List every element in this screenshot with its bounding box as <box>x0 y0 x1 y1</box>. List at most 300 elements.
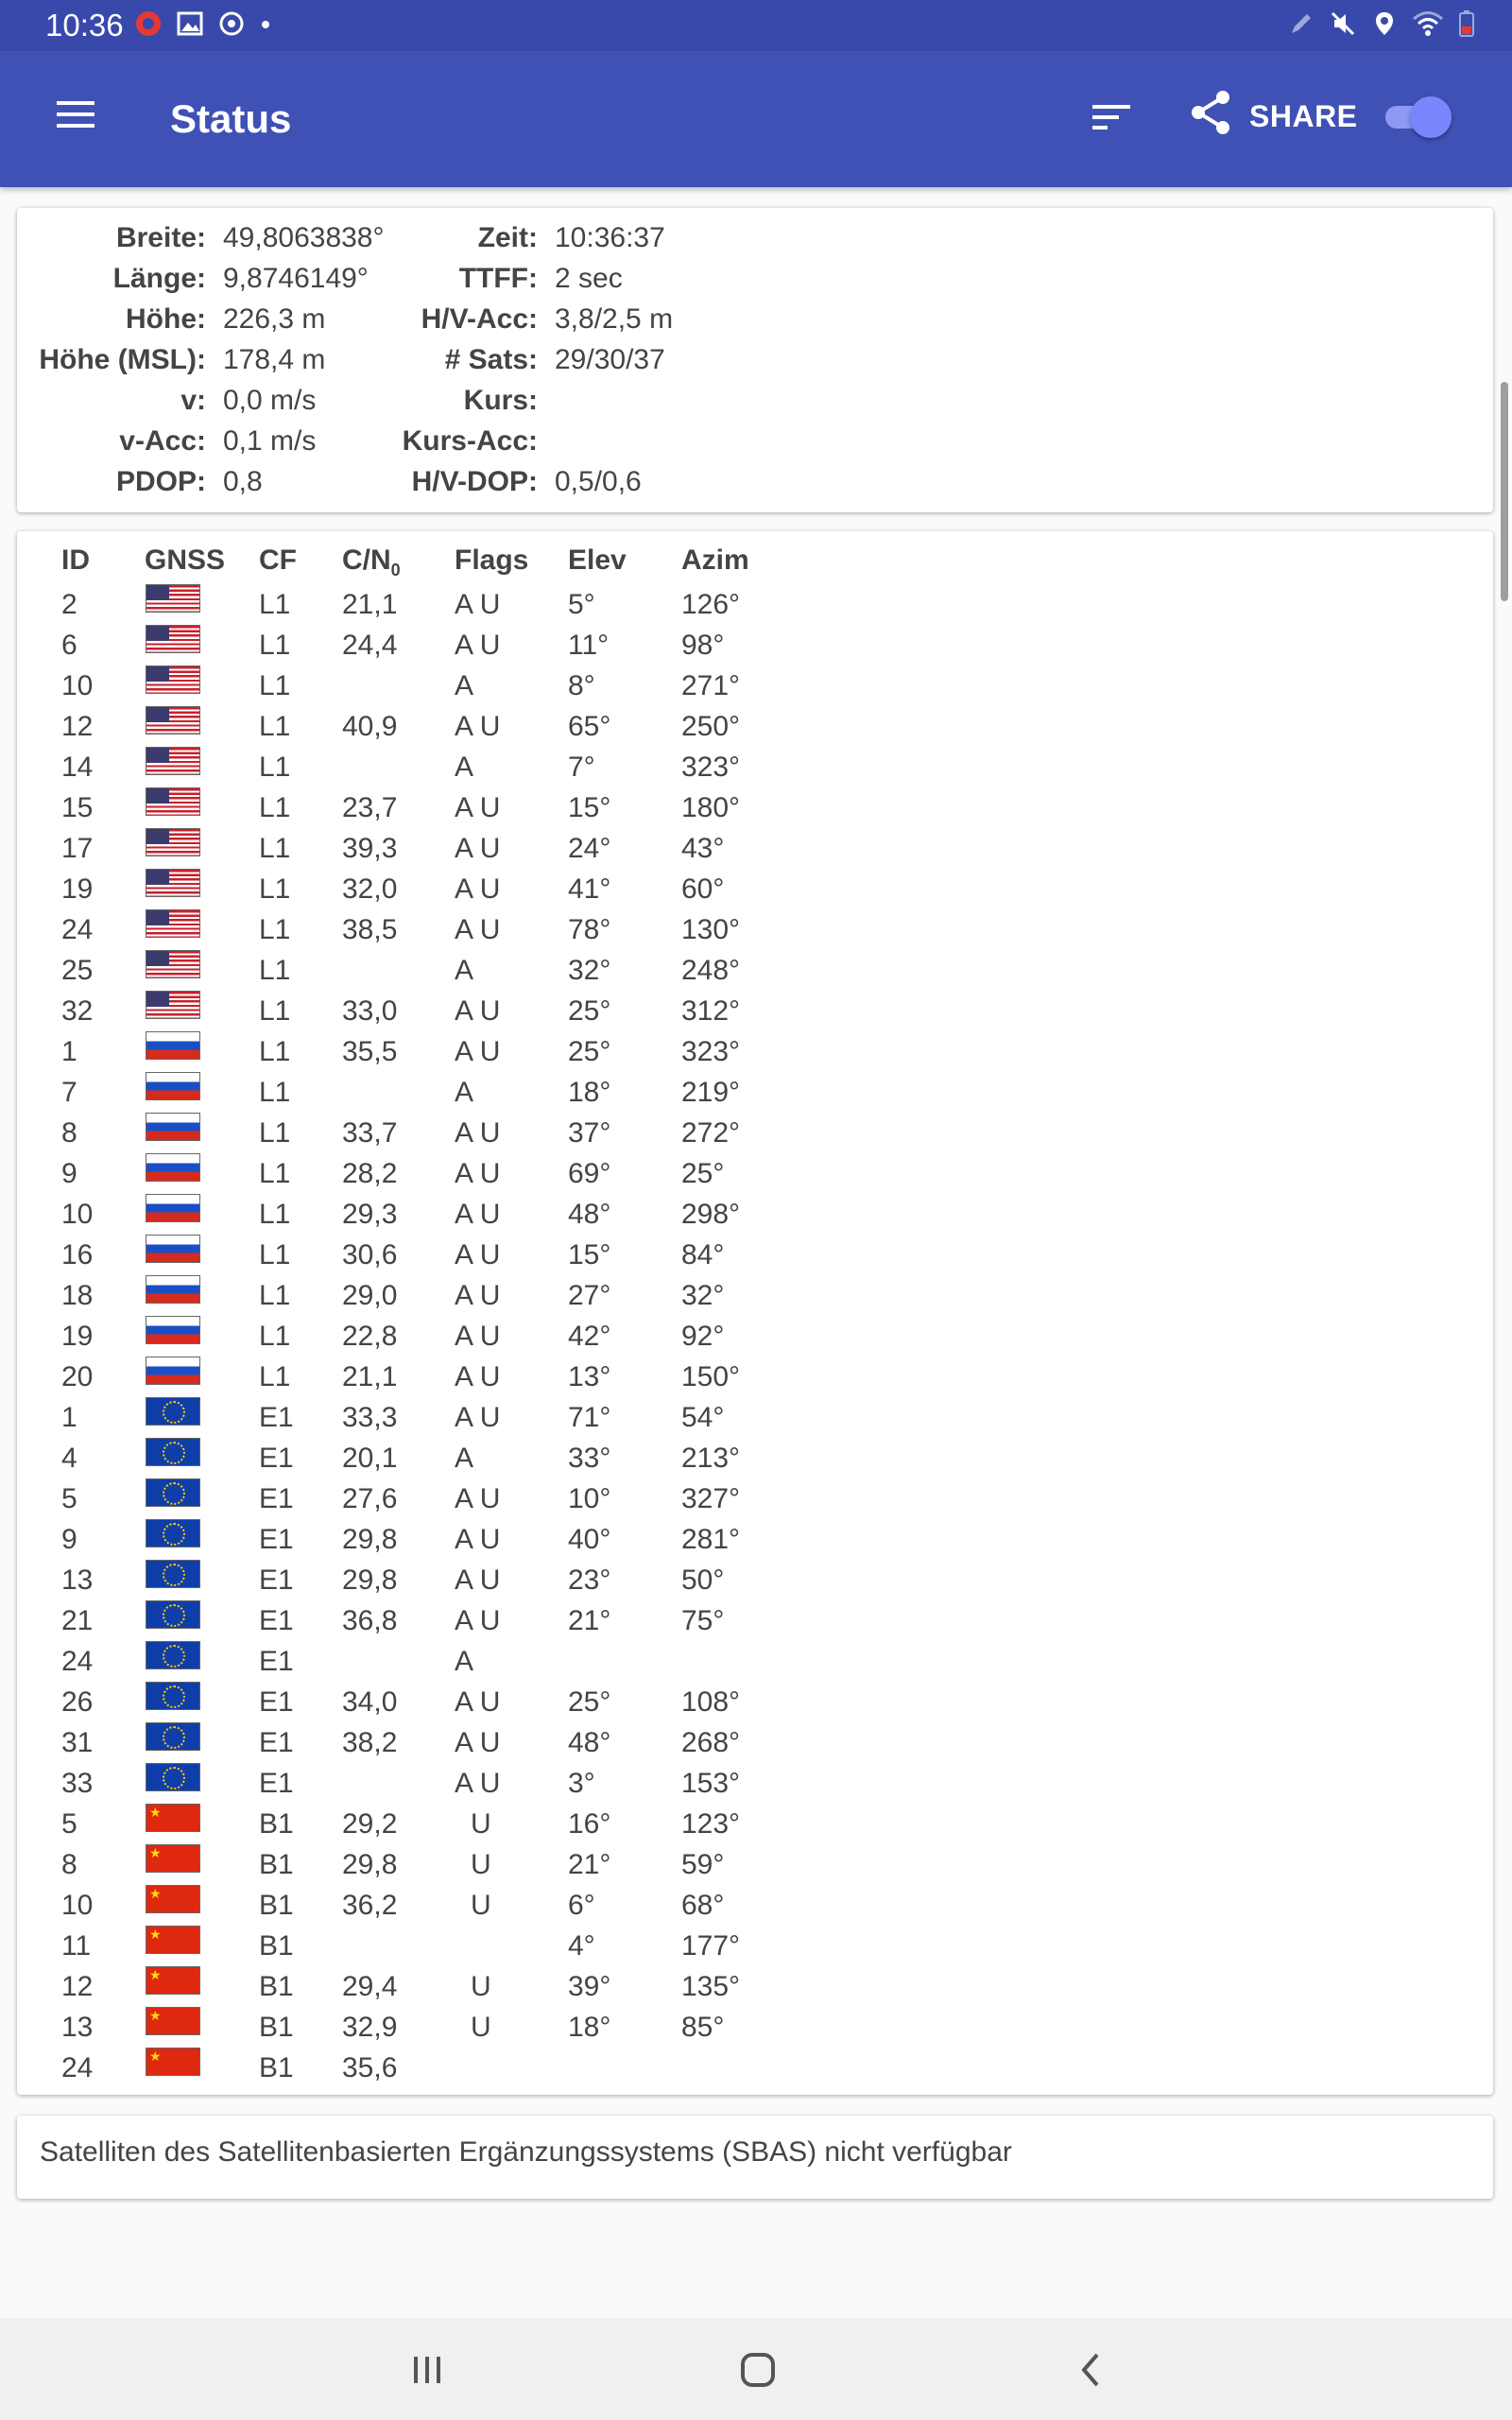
pen-icon <box>1287 9 1315 43</box>
sat-cn0: 32,0 <box>342 873 398 905</box>
sat-cn0: 28,2 <box>342 1158 398 1189</box>
sat-cn0: 23,7 <box>342 792 398 823</box>
sat-id: 31 <box>61 1727 94 1758</box>
sat-carrier-freq: L1 <box>259 752 291 783</box>
sat-carrier-freq: L1 <box>259 1158 291 1189</box>
sat-azimuth: 271° <box>681 670 741 701</box>
sat-cn0: 40,9 <box>342 711 398 742</box>
sat-elevation: 8° <box>568 670 595 701</box>
sat-azimuth: 54° <box>681 1402 725 1433</box>
home-icon[interactable] <box>734 2346 782 2394</box>
info-value: 178,4 m <box>223 344 326 375</box>
sat-flags: A U <box>455 711 501 742</box>
sat-azimuth: 219° <box>681 1077 741 1108</box>
table-row <box>17 1397 1493 1438</box>
sat-flags: A U <box>455 1117 501 1149</box>
sat-flags: A U <box>455 1768 501 1799</box>
sat-id: 19 <box>61 1321 94 1352</box>
sat-carrier-freq: L1 <box>259 792 291 823</box>
sat-azimuth: 213° <box>681 1443 741 1474</box>
usa-flag-icon <box>146 747 200 775</box>
sat-cn0: 30,6 <box>342 1239 398 1270</box>
back-icon[interactable] <box>1068 2346 1115 2394</box>
info-label: Breite: <box>115 222 206 253</box>
eu-flag-icon <box>146 1722 200 1751</box>
system-navigation-bar <box>0 2318 1512 2420</box>
sat-flags: A <box>455 1077 474 1108</box>
sat-azimuth: 123° <box>681 1808 741 1840</box>
sat-elevation: 37° <box>568 1117 611 1149</box>
sat-azimuth: 59° <box>681 1849 725 1880</box>
sat-id: 1 <box>61 1402 77 1433</box>
sat-cn0: 22,8 <box>342 1321 398 1352</box>
sat-id: 10 <box>61 1890 94 1921</box>
sat-azimuth: 92° <box>681 1321 725 1352</box>
sat-cn0: 36,8 <box>342 1605 398 1636</box>
info-value: 3,8/2,5 m <box>555 303 674 335</box>
sat-flags: U <box>471 1890 491 1921</box>
sat-azimuth: 98° <box>681 630 725 661</box>
location-icon <box>1370 9 1399 43</box>
table-row <box>17 1682 1493 1722</box>
table-row <box>17 1804 1493 1844</box>
sat-azimuth: 135° <box>681 1971 741 2002</box>
sat-id: 24 <box>61 2052 94 2083</box>
sat-elevation: 48° <box>568 1727 611 1758</box>
header-flags: Flags <box>455 544 529 576</box>
sat-azimuth: 32° <box>681 1280 725 1311</box>
eu-flag-icon <box>146 1641 200 1669</box>
usa-flag-icon <box>146 909 200 938</box>
sat-azimuth: 68° <box>681 1890 725 1921</box>
table-row <box>17 1763 1493 1804</box>
sat-carrier-freq: B1 <box>259 1930 294 1962</box>
sync-icon <box>217 9 246 43</box>
info-value: 0,5/0,6 <box>555 466 642 497</box>
sat-flags: A <box>455 670 474 701</box>
sat-flags: A <box>455 1646 474 1677</box>
table-row <box>17 666 1493 706</box>
table-row <box>17 1113 1493 1153</box>
header-elev: Elev <box>568 544 627 576</box>
sat-azimuth: 248° <box>681 955 741 986</box>
sat-cn0: 24,4 <box>342 630 398 661</box>
table-row <box>17 2007 1493 2048</box>
table-row <box>17 706 1493 747</box>
eu-flag-icon <box>146 1763 200 1791</box>
sat-flags: A U <box>455 1199 501 1230</box>
china-flag-icon <box>146 2048 200 2076</box>
sat-id: 32 <box>61 995 94 1027</box>
sat-carrier-freq: L1 <box>259 711 291 742</box>
table-row <box>17 1600 1493 1641</box>
eu-flag-icon <box>146 1397 200 1426</box>
table-row <box>17 1031 1493 1072</box>
sat-cn0: 39,3 <box>342 833 398 864</box>
gps-toggle-switch[interactable] <box>1382 91 1457 142</box>
sat-id: 12 <box>61 1971 94 2002</box>
sat-carrier-freq: L1 <box>259 670 291 701</box>
sat-flags: A U <box>455 792 501 823</box>
sat-id: 18 <box>61 1280 94 1311</box>
sat-id: 17 <box>61 833 94 864</box>
table-row <box>17 1357 1493 1397</box>
sat-cn0: 33,3 <box>342 1402 398 1433</box>
sat-flags: U <box>471 2012 491 2043</box>
sat-cn0: 36,2 <box>342 1890 398 1921</box>
russia-flag-icon <box>146 1113 200 1141</box>
usa-flag-icon <box>146 828 200 856</box>
sat-cn0: 21,1 <box>342 589 398 620</box>
sat-flags: A U <box>455 1158 501 1189</box>
eu-flag-icon <box>146 1478 200 1507</box>
sat-elevation: 16° <box>568 1808 611 1840</box>
sat-carrier-freq: E1 <box>259 1402 294 1433</box>
header-azim: Azim <box>681 544 749 576</box>
sat-flags: A <box>455 1443 474 1474</box>
usa-flag-icon <box>146 869 200 897</box>
sat-cn0: 29,4 <box>342 1971 398 2002</box>
sort-icon[interactable] <box>1087 93 1136 142</box>
sat-carrier-freq: B1 <box>259 1808 294 1840</box>
info-label: H/V-DOP: <box>411 466 538 497</box>
sat-flags: A U <box>455 1036 501 1067</box>
sat-id: 13 <box>61 1564 94 1596</box>
sat-azimuth: 312° <box>681 995 741 1027</box>
app-notification-icon <box>134 9 163 43</box>
eu-flag-icon <box>146 1438 200 1466</box>
sat-carrier-freq: L1 <box>259 1077 291 1108</box>
info-value: 9,8746149° <box>223 263 369 294</box>
sat-flags: A U <box>455 589 501 620</box>
table-row <box>17 1844 1493 1885</box>
header-cn0: $C/N_0$ <box>342 544 401 579</box>
sat-carrier-freq: E1 <box>259 1524 294 1555</box>
sat-id: 24 <box>61 914 94 945</box>
sat-elevation: 11° <box>568 630 610 661</box>
sat-elevation: 21° <box>568 1605 611 1636</box>
header-id: ID <box>61 544 90 576</box>
table-row <box>17 1885 1493 1926</box>
info-label: v-Acc: <box>119 425 206 457</box>
sat-cn0: 33,0 <box>342 995 398 1027</box>
sat-elevation: 32° <box>568 955 611 986</box>
sat-azimuth: 177° <box>681 1930 741 1962</box>
china-flag-icon <box>146 1804 200 1832</box>
sbas-message: Satelliten des Satellitenbasierten Ergänzungssystems (SBAS) nicht verfügbar <box>40 2136 1012 2168</box>
sat-azimuth: 268° <box>681 1727 741 1758</box>
sat-id: 13 <box>61 2012 94 2043</box>
sat-flags: A U <box>455 833 501 864</box>
sat-cn0: 29,3 <box>342 1199 398 1230</box>
position-info-card <box>17 208 1493 512</box>
sat-carrier-freq: E1 <box>259 1727 294 1758</box>
menu-icon[interactable] <box>53 93 98 138</box>
info-row <box>17 380 1493 421</box>
sat-azimuth: 85° <box>681 2012 725 2043</box>
sat-carrier-freq: E1 <box>259 1768 294 1799</box>
sat-cn0: 38,5 <box>342 914 398 945</box>
sat-id: 25 <box>61 955 94 986</box>
info-label: # Sats: <box>444 344 538 375</box>
sat-azimuth: 130° <box>681 914 741 945</box>
info-label: Kurs: <box>463 385 538 416</box>
sat-azimuth: 50° <box>681 1564 725 1596</box>
sat-carrier-freq: L1 <box>259 1361 291 1392</box>
sat-flags: A <box>455 752 474 783</box>
russia-flag-icon <box>146 1316 200 1344</box>
sat-id: 24 <box>61 1646 94 1677</box>
info-row <box>17 461 1493 502</box>
info-value: 29/30/37 <box>555 344 665 375</box>
sat-carrier-freq: L1 <box>259 1199 291 1230</box>
table-row <box>17 1235 1493 1275</box>
sat-cn0: 27,6 <box>342 1483 398 1514</box>
sat-flags: U <box>471 1971 491 2002</box>
sat-carrier-freq: E1 <box>259 1443 294 1474</box>
sat-carrier-freq: B1 <box>259 1890 294 1921</box>
usa-flag-icon <box>146 950 200 978</box>
clock: 10:36 <box>45 8 124 43</box>
sat-flags: U <box>471 1849 491 1880</box>
sat-id: 4 <box>61 1443 77 1474</box>
info-value: 49,8063838° <box>223 222 385 253</box>
russia-flag-icon <box>146 1357 200 1385</box>
sat-elevation: 41° <box>568 873 611 905</box>
sat-id: 2 <box>61 589 77 620</box>
usa-flag-icon <box>146 584 200 613</box>
sat-carrier-freq: L1 <box>259 833 291 864</box>
info-value: 0,0 m/s <box>223 385 317 416</box>
table-row <box>17 869 1493 909</box>
info-value: 0,8 <box>223 466 263 497</box>
sat-id: 11 <box>61 1930 92 1962</box>
table-row <box>17 1194 1493 1235</box>
sat-id: 16 <box>61 1239 94 1270</box>
sat-elevation: 33° <box>568 1443 611 1474</box>
sat-carrier-freq: L1 <box>259 1280 291 1311</box>
sat-elevation: 25° <box>568 1036 611 1067</box>
table-row <box>17 1519 1493 1560</box>
sat-cn0: 38,2 <box>342 1727 398 1758</box>
info-row <box>17 421 1493 461</box>
sat-azimuth: 327° <box>681 1483 741 1514</box>
sat-cn0: 33,7 <box>342 1117 398 1149</box>
info-label: Höhe (MSL): <box>39 344 206 375</box>
sat-azimuth: 180° <box>681 792 741 823</box>
sat-id: 5 <box>61 1483 77 1514</box>
table-row <box>17 1560 1493 1600</box>
info-label: PDOP: <box>115 466 206 497</box>
info-label: v: <box>180 385 206 416</box>
sat-elevation: 78° <box>568 914 611 945</box>
sat-id: 5 <box>61 1808 77 1840</box>
eu-flag-icon <box>146 1682 200 1710</box>
more-notifications-dot-icon <box>259 9 272 43</box>
recent-apps-icon[interactable] <box>404 2346 451 2394</box>
info-label: Höhe: <box>126 303 206 335</box>
table-row <box>17 1722 1493 1763</box>
info-row <box>17 339 1493 380</box>
sat-elevation: 42° <box>568 1321 611 1352</box>
table-row <box>17 1072 1493 1113</box>
sat-cn0: 32,9 <box>342 2012 398 2043</box>
scrollbar[interactable] <box>1501 382 1508 601</box>
sat-elevation: 40° <box>568 1524 611 1555</box>
russia-flag-icon <box>146 1153 200 1182</box>
sat-cn0: 21,1 <box>342 1361 398 1392</box>
info-label: Zeit: <box>477 222 538 253</box>
table-row <box>17 1478 1493 1519</box>
table-row <box>17 1641 1493 1682</box>
satellite-table-card <box>17 531 1493 2095</box>
sat-elevation: 71° <box>568 1402 611 1433</box>
sat-azimuth: 150° <box>681 1361 741 1392</box>
sat-id: 6 <box>61 630 77 661</box>
sat-id: 8 <box>61 1849 77 1880</box>
sat-flags: A <box>455 955 474 986</box>
sat-carrier-freq: L1 <box>259 1117 291 1149</box>
info-value: 2 sec <box>555 263 623 294</box>
sat-azimuth: 281° <box>681 1524 741 1555</box>
china-flag-icon <box>146 1885 200 1913</box>
sat-elevation: 5° <box>568 589 595 620</box>
mute-icon <box>1329 9 1357 43</box>
sat-carrier-freq: L1 <box>259 1321 291 1352</box>
table-row <box>17 991 1493 1031</box>
sat-cn0: 20,1 <box>342 1443 398 1474</box>
russia-flag-icon <box>146 1194 200 1222</box>
sat-flags: A U <box>455 873 501 905</box>
sat-cn0: 29,0 <box>342 1280 398 1311</box>
sat-flags: A U <box>455 630 501 661</box>
sat-cn0: 29,8 <box>342 1849 398 1880</box>
sat-carrier-freq: L1 <box>259 914 291 945</box>
usa-flag-icon <box>146 991 200 1019</box>
sat-id: 33 <box>61 1768 94 1799</box>
info-label: Kurs-Acc: <box>402 425 538 457</box>
sat-elevation: 24° <box>568 833 611 864</box>
sat-id: 12 <box>61 711 94 742</box>
sat-elevation: 18° <box>568 1077 611 1108</box>
russia-flag-icon <box>146 1072 200 1100</box>
sat-elevation: 6° <box>568 1890 595 1921</box>
sat-cn0: 29,8 <box>342 1524 398 1555</box>
info-label: TTFF: <box>458 263 538 294</box>
table-row <box>17 1438 1493 1478</box>
sat-carrier-freq: E1 <box>259 1605 294 1636</box>
sat-azimuth: 323° <box>681 1036 741 1067</box>
sat-carrier-freq: B1 <box>259 1971 294 2002</box>
table-row <box>17 1275 1493 1316</box>
table-row <box>17 2048 1493 2088</box>
table-row <box>17 828 1493 869</box>
battery-icon <box>1457 9 1476 43</box>
info-label: Länge: <box>112 263 206 294</box>
sat-id: 9 <box>61 1158 77 1189</box>
sat-elevation: 69° <box>568 1158 611 1189</box>
sat-carrier-freq: E1 <box>259 1646 294 1677</box>
sbas-status-card <box>17 2116 1493 2199</box>
table-row <box>17 1926 1493 1966</box>
sat-carrier-freq: E1 <box>259 1686 294 1718</box>
sat-azimuth: 153° <box>681 1768 741 1799</box>
share-button[interactable] <box>1185 83 1358 149</box>
sat-id: 7 <box>61 1077 77 1108</box>
table-row <box>17 909 1493 950</box>
sat-elevation: 7° <box>568 752 595 783</box>
sat-id: 21 <box>61 1605 94 1636</box>
usa-flag-icon <box>146 666 200 694</box>
sat-flags: U <box>471 1808 491 1840</box>
table-row <box>17 625 1493 666</box>
sat-id: 9 <box>61 1524 77 1555</box>
header-cf: CF <box>259 544 297 576</box>
table-row <box>17 1316 1493 1357</box>
sat-flags: A U <box>455 1361 501 1392</box>
sat-elevation: 25° <box>568 1686 611 1718</box>
sat-carrier-freq: E1 <box>259 1564 294 1596</box>
sat-elevation: 65° <box>568 711 611 742</box>
info-value: 10:36:37 <box>555 222 665 253</box>
table-row <box>17 1153 1493 1194</box>
info-label: H/V-Acc: <box>421 303 538 335</box>
sat-cn0: 34,0 <box>342 1686 398 1718</box>
info-row <box>17 217 1493 258</box>
sat-flags: A U <box>455 1524 501 1555</box>
sat-cn0: 29,2 <box>342 1808 398 1840</box>
sat-carrier-freq: L1 <box>259 1036 291 1067</box>
system-status-bar <box>0 0 1512 51</box>
sat-id: 19 <box>61 873 94 905</box>
share-label: SHARE <box>1249 98 1358 133</box>
sat-cn0: 35,6 <box>342 2052 398 2083</box>
sat-carrier-freq: L1 <box>259 873 291 905</box>
info-row <box>17 299 1493 339</box>
sat-id: 26 <box>61 1686 94 1718</box>
sat-cn0: 29,8 <box>342 1564 398 1596</box>
info-row <box>17 258 1493 299</box>
sat-carrier-freq: L1 <box>259 589 291 620</box>
sat-flags: A U <box>455 1483 501 1514</box>
usa-flag-icon <box>146 706 200 735</box>
sat-flags: A U <box>455 1280 501 1311</box>
sat-cn0: 35,5 <box>342 1036 398 1067</box>
sat-carrier-freq: B1 <box>259 1849 294 1880</box>
header-gnss: GNSS <box>145 544 226 576</box>
app-toolbar <box>0 51 1512 187</box>
sat-id: 20 <box>61 1361 94 1392</box>
sat-azimuth: 272° <box>681 1117 741 1149</box>
sat-flags: A U <box>455 1402 501 1433</box>
sat-azimuth: 108° <box>681 1686 741 1718</box>
sat-elevation: 13° <box>568 1361 611 1392</box>
sat-carrier-freq: L1 <box>259 630 291 661</box>
sat-carrier-freq: E1 <box>259 1483 294 1514</box>
china-flag-icon <box>146 1844 200 1873</box>
sat-elevation: 27° <box>568 1280 611 1311</box>
sat-azimuth: 43° <box>681 833 725 864</box>
sat-carrier-freq: L1 <box>259 995 291 1027</box>
eu-flag-icon <box>146 1519 200 1547</box>
sat-flags: A U <box>455 995 501 1027</box>
table-row <box>17 787 1493 828</box>
sat-flags: A U <box>455 1727 501 1758</box>
gallery-icon <box>176 9 204 43</box>
sat-id: 10 <box>61 670 94 701</box>
usa-flag-icon <box>146 625 200 653</box>
sat-azimuth: 323° <box>681 752 741 783</box>
